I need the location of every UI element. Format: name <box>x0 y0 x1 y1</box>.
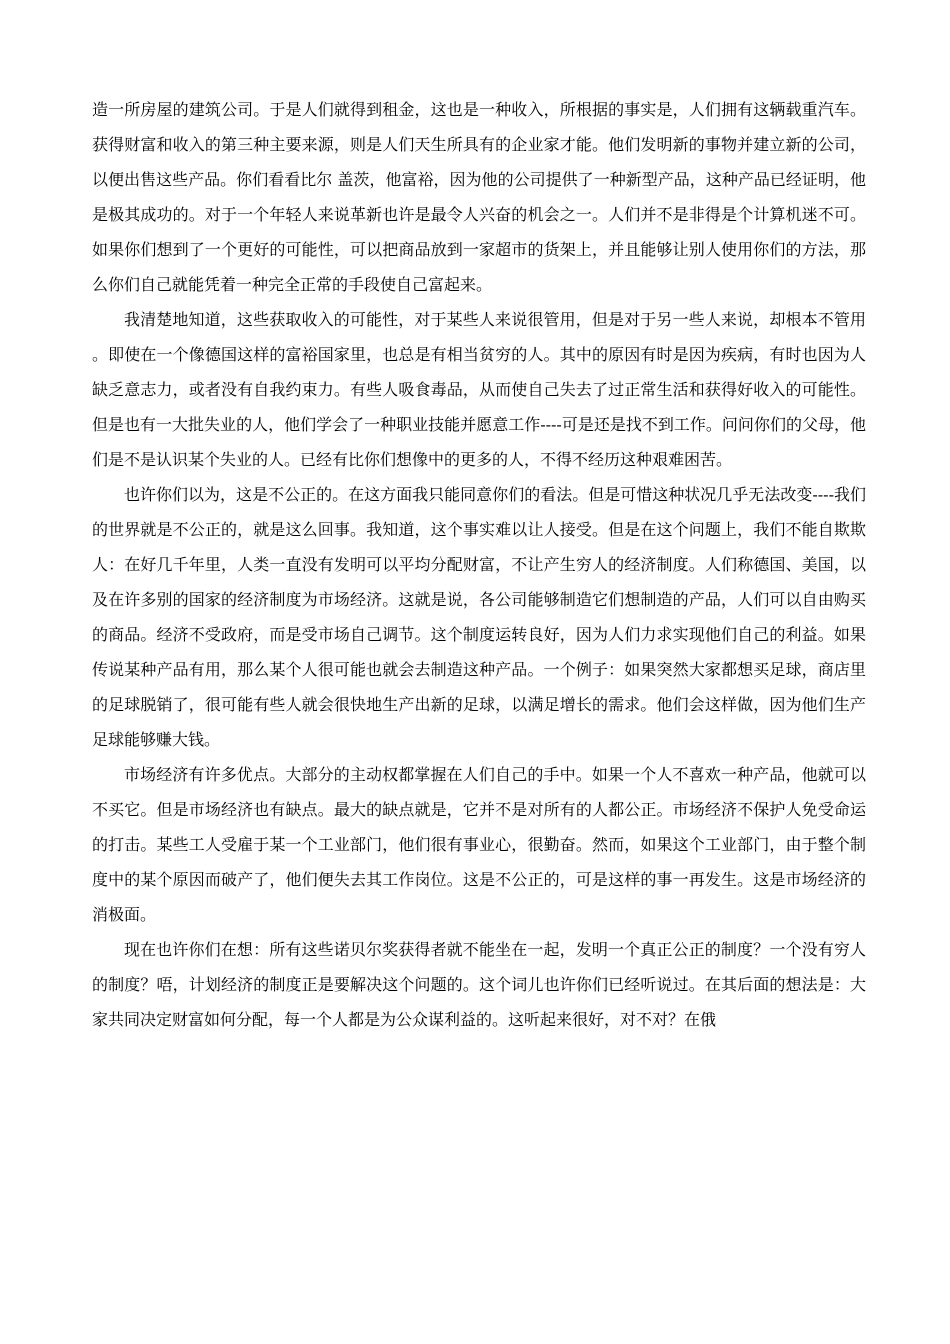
paragraph-4: 市场经济有许多优点。大部分的主动权都掌握在人们自己的手中。如果一个人不喜欢一种产品，他就可以不买它。但是市场经济也有缺点。最大的缺点就是，它并不是对所有的人都公正。市场经济不保护人免受命运的打击。某些工人受雇于某一个工业部门，他们很有事业心，很勤奋。然而，如果这个工业部门，由于整个制度中的某个原因而破产了，他们便失去其工作岗位。这是不公正的，可是这样的事一再发生。这是市场经济的消极面。 <box>92 765 866 924</box>
paragraph-5: 现在也许你们在想：所有这些诺贝尔奖获得者就不能坐在一起，发明一个真正公正的制度？一个没有穷人的制度？唔，计划经济的制度正是要解决这个问题的。这个词儿也许你们已经听说过。在其后面的想法是：大家共同决定财富如何分配，每一个人都是为公众谋利益的。这听起来很好，对不对？在俄 <box>92 940 866 1029</box>
paragraph-3: 也许你们以为，这是不公正的。在这方面我只能同意你们的看法。但是可惜这种状况几乎无法改变----我们的世界就是不公正的，就是这么回事。我知道，这个事实难以让人接受。但是在这个问题上，我们不能自欺欺人：在好几千年里，人类一直没有发明可以平均分配财富，不让产生穷人的经济制度。人们称德国、美国，以及在许多别的国家的经济制度为市场经济。这就是说，各公司能够制造它们想制造的产品，人们可以自由购买的商品。经济不受政府，而是受市场自己调节。这个制度运转良好，因为人们力求实现他们自己的利益。如果传说某种产品有用，那么某个人很可能也就会去制造这种产品。一个例子：如果突然大家都想买足球，商店里的足球脱销了，很可能有些人就会很快地生产出新的足球，以满足增长的需求。他们会这样做，因为他们生产足球能够赚大钱。 <box>92 485 866 749</box>
paragraph-2: 我清楚地知道，这些获取收入的可能性，对于某些人来说很管用，但是对于另一些人来说，却根本不管用。即使在一个像德国这样的富裕国家里，也总是有相当贫穷的人。其中的原因有时是因为疾病，有时也因为人缺乏意志力，或者没有自我约束力。有些人吸食毒品，从而使自己失去了过正常生活和获得好收入的可能性。但是也有一大批失业的人，他们学会了一种职业技能并愿意工作----可是还是找不到工作。问问你们的父母，他们是不是认识某个失业的人。已经有比你们想像中的更多的人，不得不经历这种艰难困苦。 <box>92 310 866 469</box>
paragraph-1: 造一所房屋的建筑公司。于是人们就得到租金，这也是一种收入，所根据的事实是，人们拥有这辆载重汽车。获得财富和收入的第三种主要来源，则是人们天生所具有的企业家才能。他们发明新的事物并建立新的公司，以便出售这些产品。你们看看比尔 盖茨，他富裕，因为他的公司提供了一种新型产品，这种产品已经证明，他是极其成功的。对于一个年轻人来说革新也许是最令人兴奋的机会之一。人们并不是非得是个计算机迷不可。如果你们想到了一个更好的可能性，可以把商品放到一家超市的货架上，并且能够让别人使用你们的方法，那么你们自己就能凭着一种完全正常的手段使自己富起来。 <box>92 100 866 294</box>
